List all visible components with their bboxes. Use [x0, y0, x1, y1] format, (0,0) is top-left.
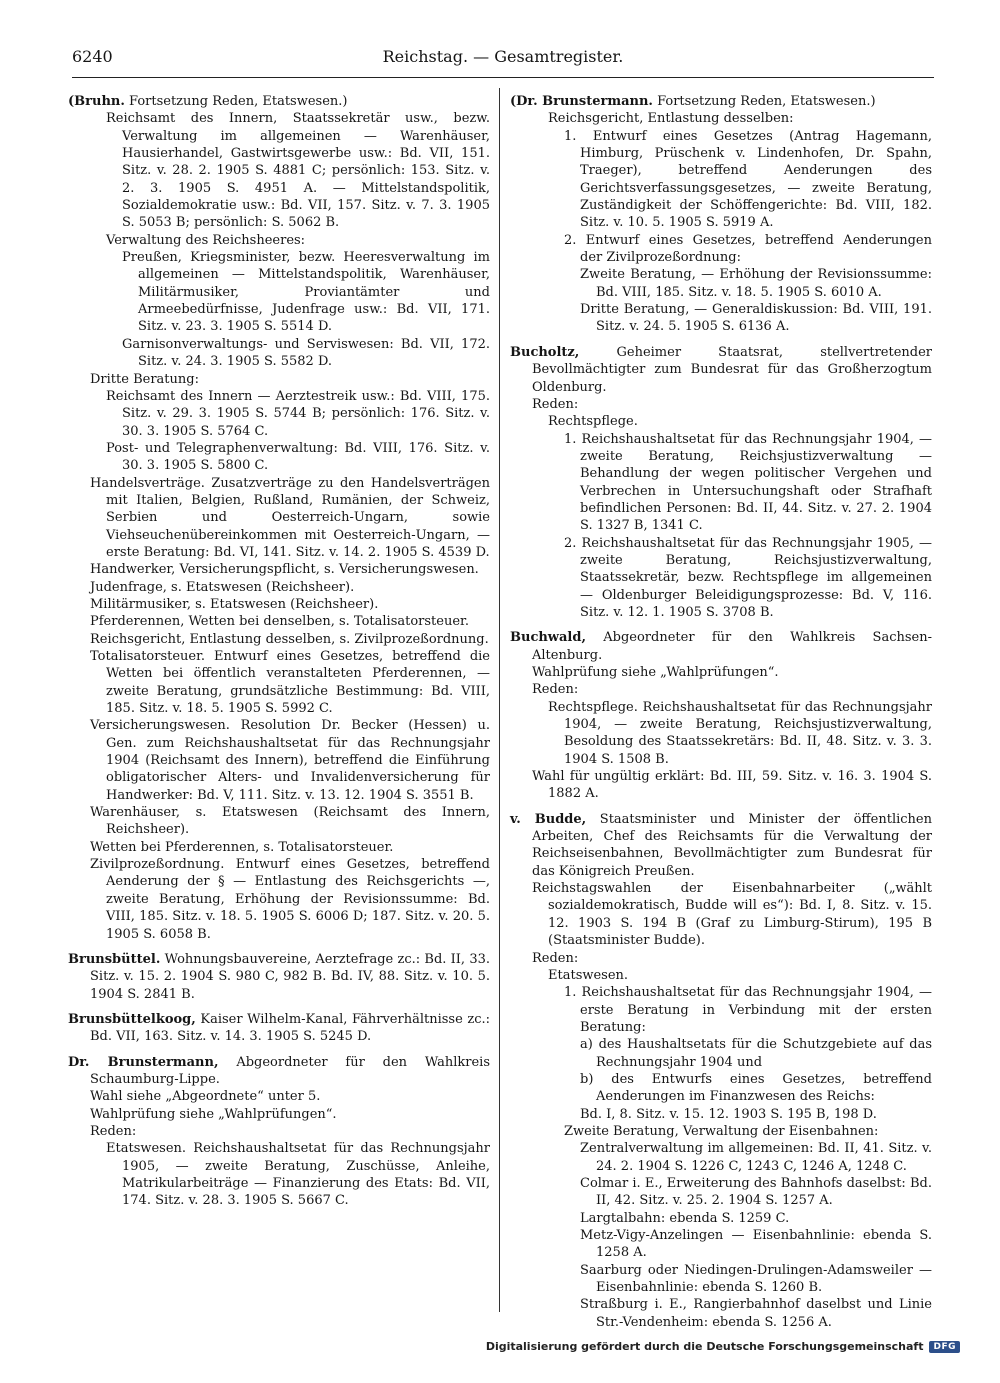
index-line: Etatswesen. Reichshaushaltsetat für das Rechnungsjahr 1905, — zweite Beratung, Zuschüsse, Anleihe, Matrikularbeiträge — Finanzierung des Etats: Bd. VII, 174. Sitz. v. 28. 3. 1905 S. 5667 C.	[106, 1141, 490, 1209]
index-line: 1. Reichshaushaltsetat für das Rechnungsjahr 1904, — erste Beratung in Verbindung mit der ersten Beratung:	[564, 985, 932, 1035]
entry-gap	[68, 1003, 490, 1011]
index-entry-heading	[510, 93, 932, 110]
entry-name: (Dr. Brunstermann.	[510, 94, 653, 109]
index-line: Pferderennen, Wetten bei denselben, s. Totalisatorsteuer.	[90, 614, 469, 630]
index-line: Reichsgericht, Entlastung desselben, s. Zivilprozeßordnung.	[90, 631, 489, 647]
entry-gap	[68, 943, 490, 951]
index-line: Handwerker, Versicherungspflicht, s. Versicherungswesen.	[90, 562, 479, 578]
index-line: a) des Haushaltsetats für die Schutzgebiete auf das Rechnungsjahr 1904 und	[580, 1037, 932, 1070]
entry-gap	[510, 336, 932, 344]
page-title: Reichstag. — Gesamtregister.	[382, 47, 624, 66]
left-column	[68, 93, 490, 1210]
index-line: 1. Reichshaushaltsetat für das Rechnungsjahr 1904, — zweite Beratung, Reichsjustizverwaltung — Behandlung der wegen politischer Vergehen und Verbrechen in Untersuchungshaft oder Strafhaft befindlichen Personen: Bd. II, 44. Sitz. v. 27. 2. 1904 S. 1327 B, 1341 C.	[564, 431, 932, 534]
index-line: Post- und Telegraphenverwaltung: Bd. VIII, 176. Sitz. v. 30. 3. 1905 S. 5800 C.	[106, 440, 490, 474]
index-line: Preußen, Kriegsminister, bezw. Heeresverwaltung im allgemeinen — Mittelstandspolitik, Warenhäuser, Militärmusiker, Proviantämter und Armeebedürfnisse, Judenfrage usw.: Bd. VII, 171. Sitz. v. 23. 3. 1905 S. 5514 D.	[122, 250, 490, 335]
entry-description: Geheimer Staatsrat, stellvertretender Bevollmächtigter zum Bundesrat für das Großherzogtum Oldenburg.	[532, 344, 932, 395]
index-line: Reden:	[532, 950, 579, 966]
page-number: 6240	[72, 47, 113, 66]
entry-name: v. Budde,	[510, 811, 587, 827]
entry-gap	[68, 1046, 490, 1054]
index-entry-heading	[510, 629, 932, 664]
entry-name: Dr. Brunstermann,	[68, 1054, 219, 1070]
index-line: Reichsamt des Innern — Aerztestreik usw.: Bd. VIII, 175. Sitz. v. 29. 3. 1905 S. 5744 B; persönlich: 176. Sitz. v. 30. 3. 1905 S. 5764 C.	[106, 388, 490, 439]
index-line: Wahl für ungültig erklärt: Bd. III, 59. Sitz. v. 16. 3. 1904 S. 1882 A.	[532, 769, 932, 802]
index-line: Rechtspflege. Reichshaushaltsetat für das Rechnungsjahr 1904, — zweite Beratung, Reichsjustizverwaltung, Besoldung des Staatssekretärs: Bd. II, 48. Sitz. v. 3. 3. 1904 S. 1508 B.	[548, 699, 932, 767]
index-entry-heading	[68, 1011, 490, 1046]
index-line: Largtalbahn: ebenda S. 1259 C.	[580, 1210, 790, 1226]
right-column	[510, 93, 932, 1331]
index-line: Handelsverträge. Zusatzverträge zu den Handelsverträgen mit Italien, Belgien, Rußland, Rumänien, der Schweiz, Serbien und Oesterreich-Ungarn, sowie Viehseuchenübereinkommen mit Oesterreich-Ungarn, — erste Beratung: Bd. VI, 141. Sitz. v. 14. 2. 1905 S. 4539 D.	[90, 475, 490, 560]
index-line: Dritte Beratung, — Generaldiskussion: Bd. VIII, 191. Sitz. v. 24. 5. 1905 S. 6136 A.	[580, 302, 932, 335]
index-line: Colmar i. E., Erweiterung des Bahnhofs daselbst: Bd. II, 42. Sitz. v. 25. 2. 1904 S. 1257 A.	[580, 1175, 932, 1209]
index-line: Wahlprüfung siehe „Wahlprüfungen“.	[90, 1106, 337, 1122]
index-entry-heading	[68, 1054, 490, 1089]
index-line: Zivilprozeßordnung. Entwurf eines Gesetzes, betreffend Aenderung der § — Entlastung des Reichsgerichts —, zweite Beratung, Erhöhung der Revisionssumme: Bd. VIII, 185. Sitz. v. 18. 5. 1905 S. 6006 D; 187. Sitz. v. 20. 5. 1905 S. 6058 B.	[90, 857, 490, 942]
index-line: Bd. I, 8. Sitz. v. 15. 12. 1903 S. 195 B, 198 D.	[580, 1106, 877, 1122]
index-line: Etatswesen.	[548, 967, 629, 983]
index-line: Straßburg i. E., Rangierbahnhof daselbst und Linie Str.-Vendenheim: ebenda S. 1256 A.	[580, 1297, 932, 1330]
index-line: 1. Entwurf eines Gesetzes (Antrag Hagemann, Himburg, Prüschenk v. Lindenhofen, Dr. Spahn, Traeger), betreffend Aenderungen des Gerichtsverfassungsgesetzes, — zweite Beratung, Zuständigkeit der Schöffengerichte: Bd. VIII, 182. Sitz. v. 10. 5. 1905 S. 5919 A.	[564, 128, 932, 231]
index-line: Reden:	[532, 396, 579, 412]
index-line: Zweite Beratung, Verwaltung der Eisenbahnen:	[564, 1123, 879, 1139]
page-header	[72, 47, 934, 78]
index-line: Judenfrage, s. Etatswesen (Reichsheer).	[90, 579, 355, 595]
index-line: b) des Entwurfs eines Gesetzes, betreffend Aenderungen im Finanzwesen des Reichs:	[580, 1071, 932, 1105]
footer-credit	[486, 1340, 960, 1353]
index-entry-heading	[510, 344, 932, 396]
entry-name: Brunsbüttel.	[68, 951, 161, 967]
index-line: Wahlprüfung siehe „Wahlprüfungen“.	[532, 665, 779, 680]
index-line: 2. Reichshaushaltsetat für das Rechnungsjahr 1905, — zweite Beratung, Reichsjustizverwaltung, Staatssekretär, bezw. Rechtspflege im allgemeinen — Oldenburger Beleidigungsprozesse: Bd. V, 116. Sitz. v. 12. 1. 1905 S. 3708 B.	[564, 535, 932, 620]
index-line: Reichstagswahlen der Eisenbahnarbeiter („wählt sozialdemokratisch, Budde will es“): Bd. I, 8. Sitz. v. 15. 12. 1903 S. 194 B (Graf zu Limburg-Stirum), 195 B (Staatsminister Budde).	[532, 881, 932, 949]
index-line: Versicherungswesen. Resolution Dr. Becker (Hessen) u. Gen. zum Reichshaushaltsetat für das Rechnungsjahr 1904 (Reichsamt des Innern), betreffend die Einführung obligatorischer Alters- und Invalidenversicherung für Handwerker: Bd. V, 111. Sitz. v. 13. 12. 1904 S. 3551 B.	[90, 718, 490, 803]
index-entry-heading	[68, 951, 490, 1003]
entry-description: Fortsetzung Reden, Etatswesen.)	[652, 94, 876, 109]
index-line: Militärmusiker, s. Etatswesen (Reichsheer).	[90, 596, 379, 612]
index-entry-heading	[510, 811, 932, 880]
entry-gap	[510, 803, 932, 811]
index-line: Garnisonverwaltungs- und Serviswesen: Bd. VII, 172. Sitz. v. 24. 3. 1905 S. 5582 D.	[122, 336, 490, 370]
entry-gap	[510, 621, 932, 629]
column-divider	[499, 88, 500, 1312]
index-line: Verwaltung des Reichsheeres:	[106, 232, 306, 248]
index-line: Zentralverwaltung im allgemeinen: Bd. II, 41. Sitz. v. 24. 2. 1904 S. 1226 C, 1243 C, 1246 A, 1248 C.	[580, 1141, 932, 1174]
entry-description: Abgeordneter für den Wahlkreis Schaumburg-Lippe.	[90, 1054, 490, 1087]
entry-name: Bucholtz,	[510, 344, 580, 360]
entry-description: Staatsminister und Minister der öffentlichen Arbeiten, Chef des Reichsamts für die Verwaltung der Reichseisenbahnen, Bevollmächtigter zum Bundesrat für das Königreich Preußen.	[532, 811, 932, 879]
index-line: Totalisatorsteuer. Entwurf eines Gesetzes, betreffend die Wetten bei öffentlich veranstalteten Pferderennen, — zweite Beratung, grundsätzliche Bestimmung: Bd. VIII, 185. Sitz. v. 18. 5. 1905 S. 5992 C.	[90, 649, 490, 717]
entry-name: Buchwald,	[510, 630, 586, 646]
index-line: Warenhäuser, s. Etatswesen (Reichsamt des Innern, Reichsheer).	[90, 805, 490, 838]
index-line: Dritte Beratung:	[90, 371, 199, 387]
index-line: Wetten bei Pferderennen, s. Totalisatorsteuer.	[90, 839, 394, 855]
index-line: 2. Entwurf eines Gesetzes, betreffend Aenderungen der Zivilprozeßordnung:	[564, 232, 932, 266]
entry-description: Kaiser Wilhelm-Kanal, Fährverhältnisse zc.: Bd. VII, 163. Sitz. v. 14. 3. 1905 S. 5245 D.	[90, 1011, 490, 1045]
entry-name: Brunsbüttelkoog,	[68, 1011, 196, 1027]
entry-description: Wohnungsbauvereine, Aerztefrage zc.: Bd. II, 33. Sitz. v. 15. 2. 1904 S. 980 C, 982 B. Bd. IV, 88. Sitz. v. 10. 5. 1904 S. 2841 B.	[90, 951, 490, 1002]
index-entry-heading	[68, 93, 490, 110]
index-line: Reden:	[532, 682, 579, 698]
footer-text: Digitalisierung gefördert durch die Deutsche Forschungsgemeinschaft	[485, 1340, 924, 1353]
index-line: Reichsgericht, Entlastung desselben:	[548, 111, 794, 127]
index-line: Saarburg oder Niedingen-Drulingen-Adamsweiler — Eisenbahnlinie: ebenda S. 1260 B.	[580, 1262, 932, 1296]
entry-name: (Bruhn.	[68, 94, 125, 109]
index-line: Wahl siehe „Abgeordnete“ unter 5.	[90, 1089, 321, 1105]
entry-description: Fortsetzung Reden, Etatswesen.)	[124, 94, 348, 109]
index-line: Metz-Vigy-Anzelingen — Eisenbahnlinie: ebenda S. 1258 A.	[580, 1228, 932, 1261]
entry-description: Abgeordneter für den Wahlkreis Sachsen-Altenburg.	[532, 630, 932, 663]
index-line: Zweite Beratung, — Erhöhung der Revisionssumme: Bd. VIII, 185. Sitz. v. 18. 5. 1905 S. 6010 A.	[580, 267, 932, 300]
index-line: Rechtspflege.	[548, 414, 638, 430]
dfg-logo: DFG	[929, 1341, 960, 1353]
index-line: Reden:	[90, 1123, 137, 1139]
index-line: Reichsamt des Innern, Staatssekretär usw., bezw. Verwaltung im allgemeinen — Warenhäuser, Hausierhandel, Gastwirtsgewerbe usw.: Bd. VII, 151. Sitz. v. 28. 2. 1905 S. 4881 C; persönlich: 153. Sitz. v. 2. 3. 1905 S. 4951 A. — Mittelstandspolitik, Sozialdemokratie usw.: Bd. VII, 157. Sitz. v. 7. 3. 1905 S. 5053 B; persönlich: S. 5062 B.	[106, 111, 490, 231]
